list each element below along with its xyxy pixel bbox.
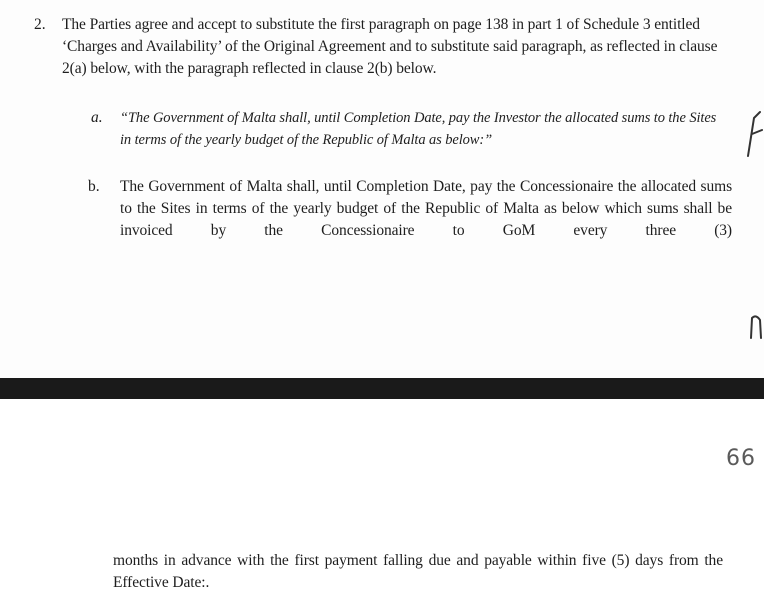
margin-initial-mark-icon [748,312,764,340]
item-b-paragraph: The Government of Malta shall, until Completion Date, pay the Concessionaire the allocated sums to the Sites in terms of the yearly budget of the Republic of Malta as below which sums shall be invoiced by the Concessionaire to GoM every three (3) [120,178,732,239]
handwritten-page-number: 66 [726,446,756,471]
item-a-paragraph: “The Government of Malta shall, until Completion Date, pay the Investor the allocated sums to the Sites in terms of the yearly budget of the Republic of Malta as below:” [120,110,717,148]
page-break-bar [0,378,764,399]
clause-number: 2. [34,16,46,33]
margin-handwriting-mark-icon [744,108,764,158]
item-b-label: b. [88,178,100,195]
clause-paragraph: The Parties agree and accept to substitute the first paragraph on page 138 in part 1 of Schedule 3 entitled ‘Charges and Availability’ of the Original Agreement and to substitute said paragraph, as reflected in clause 2(a) below, with the paragraph reflected in clause 2(b) below. [62,16,718,77]
continuation-paragraph: months in advance with the first payment falling due and payable within five (5) days from the Effective Date:. [113,552,723,591]
item-a-label: a. [91,109,103,126]
